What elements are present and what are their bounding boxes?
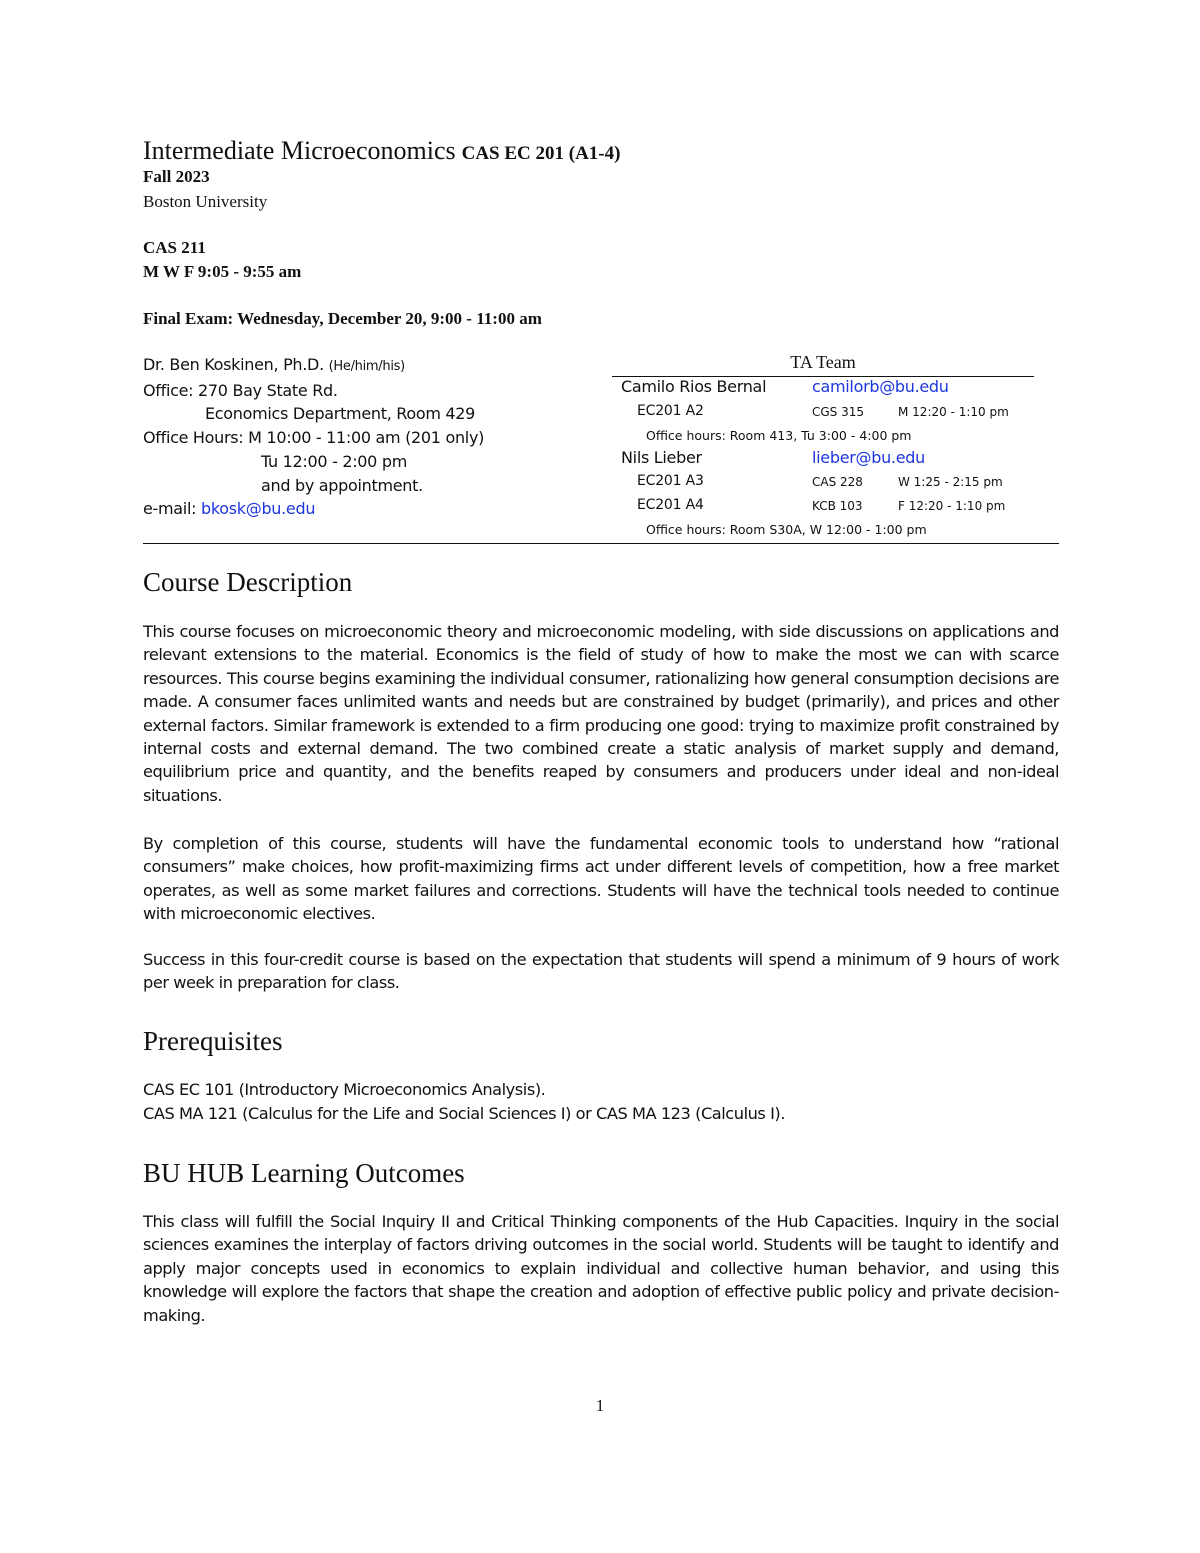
header-divider	[143, 543, 1059, 544]
office-hours-1: Office Hours: M 10:00 - 11:00 am (201 only)	[143, 428, 485, 448]
page-number: 1	[595, 1396, 605, 1415]
ta-section-time: F 12:20 - 1:10 pm	[898, 499, 1006, 513]
ta-section-room: KCB 103	[812, 499, 863, 513]
course-title: Intermediate Microeconomics	[143, 136, 456, 165]
ta-office-hours: Office hours: Room 413, Tu 3:00 - 4:00 pm	[646, 428, 912, 443]
ta-name: Camilo Rios Bernal	[621, 377, 767, 396]
term: Fall 2023	[143, 167, 210, 186]
ta-section: EC201 A2	[637, 403, 704, 419]
course-title-line	[143, 136, 620, 166]
instructor-pronouns: (He/him/his)	[328, 359, 405, 374]
office-hours-3: and by appointment.	[261, 475, 423, 495]
ta-section-room: CGS 315	[812, 405, 865, 419]
ta-office-hours: Office hours: Room S30A, W 12:00 - 1:00 pm	[646, 522, 927, 537]
instructor-email-link[interactable]: bkosk@bu.edu	[201, 499, 316, 519]
course-description-paragraph: Success in this four-credit course is based on the expectation that students will spend a minimum of 9 hours of work per week in preparation for class.	[143, 950, 1059, 993]
university: Boston University	[143, 192, 268, 211]
ta-section: EC201 A3	[637, 473, 704, 489]
ta-name: Nils Lieber	[621, 448, 702, 467]
ta-team-heading: TA Team	[790, 352, 856, 372]
email-label: e-mail:	[143, 499, 197, 519]
classroom: CAS 211	[143, 238, 206, 257]
ta-email-link[interactable]: lieber@bu.edu	[812, 448, 925, 467]
course-description-paragraph: This course focuses on microeconomic theory and microeconomic modeling, with side discussions on applications and relevant extensions to the material. Economics is the field of study of how to make the most we can with scarce resources. This course begins examining the individual consumer, rationalizing how general consumption decisions are made. A consumer faces unlimited wants and needs but are constrained by budget (primarily), and prices and other external factors. Similar framework is extended to a firm producing one good: trying to maximize profit constrained by internal costs and external demand. The two combined create a static analysis of market supply and demand, equilibrium price and quantity, and the benefits reaped by consumers and producers under ideal and non-ideal situations.	[143, 622, 1059, 805]
ta-section-time: W 1:25 - 2:15 pm	[898, 475, 1003, 489]
ta-section: EC201 A4	[637, 497, 704, 513]
office-hours-2: Tu 12:00 - 2:00 pm	[261, 451, 407, 471]
hub-outcomes-paragraph: This class will fulfill the Social Inquiry II and Critical Thinking components of the Hub Capacities. Inquiry in the social sciences examines the interplay of factors driving outcomes in the social world. Students will be taught to identify and apply major concepts used in economics to explain individual and collective human behavior, and using this knowledge will explore the factors that shape the creation and adoption of effective public policy and private decision-making.	[143, 1212, 1059, 1325]
office-address: Office: 270 Bay State Rd.	[143, 380, 338, 400]
final-exam: Final Exam: Wednesday, December 20, 9:00 - 11:00 am	[143, 309, 542, 328]
course-code: CAS EC 201 (A1-4)	[461, 143, 621, 164]
ta-section-time: M 12:20 - 1:10 pm	[898, 405, 1009, 419]
section-heading-course-description: Course Description	[143, 567, 353, 597]
instructor-email-line	[143, 497, 603, 521]
class-schedule: M W F 9:05 - 9:55 am	[143, 262, 302, 281]
ta-email-link[interactable]: camilorb@bu.edu	[812, 377, 949, 396]
office-room: Economics Department, Room 429	[205, 404, 476, 424]
section-heading-hub-outcomes: BU HUB Learning Outcomes	[143, 1158, 465, 1188]
section-heading-prerequisites: Prerequisites	[143, 1026, 283, 1056]
course-description-paragraph: By completion of this course, students will have the fundamental economic tools to understand how “rational consumers” make choices, how profit-maximizing firms act under different levels of competition, how a free market operates, as well as some market failures and corrections. Students will have the technical tools needed to continue with microeconomic electives.	[143, 834, 1059, 924]
instructor-name-line	[143, 353, 603, 379]
instructor-info	[143, 353, 603, 521]
ta-section-room: CAS 228	[812, 475, 863, 489]
prerequisite-line: CAS MA 121 (Calculus for the Life and Social Sciences I) or CAS MA 123 (Calculus I).	[143, 1104, 785, 1123]
instructor-name: Dr. Ben Koskinen, Ph.D.	[143, 355, 324, 374]
prerequisite-line: CAS EC 101 (Introductory Microeconomics Analysis).	[143, 1080, 546, 1099]
